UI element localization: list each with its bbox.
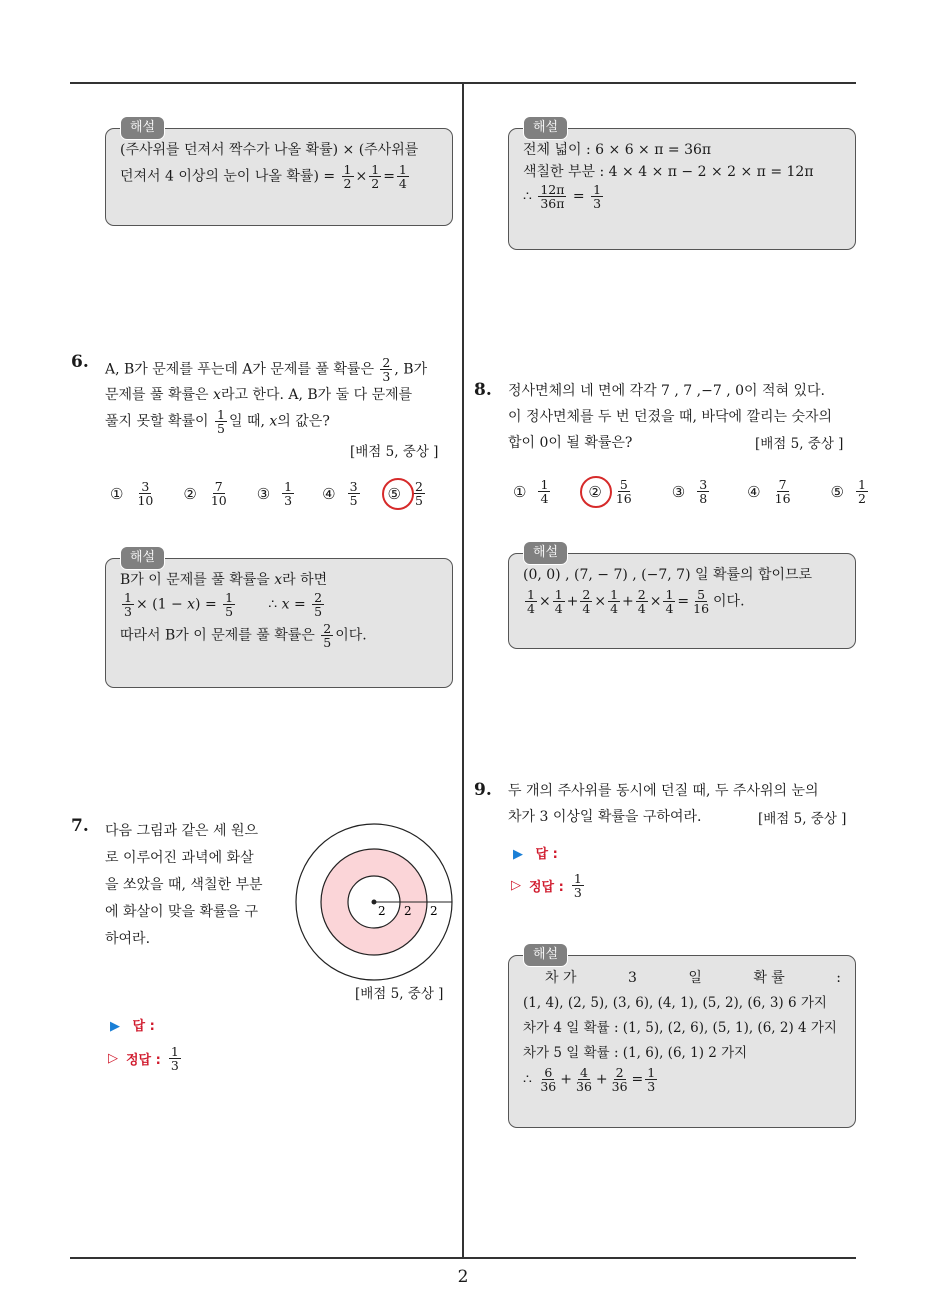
explanation-tag: 해설 [120, 546, 165, 570]
bottom-rule [70, 1257, 856, 1259]
q9-explanation-box [508, 947, 856, 1128]
correct-label: 정답 : [529, 880, 564, 895]
q8-text: 정사면체의 네 면에 각각 7 , 7 ,−7 , 0이 적혀 있다. 이 정사면체를 두 번 던졌을 때, 바닥에 깔리는 숫자의 합이 0이 될 확률은? [508, 383, 833, 451]
prev-explanation-box [105, 120, 453, 226]
q8-choice-1[interactable]: ① $\frac{1}{4}$ [513, 477, 549, 506]
q8-number: 8. [474, 380, 492, 400]
selected-answer-mark [580, 476, 612, 508]
explanation-tag: 해설 [523, 541, 568, 565]
q7-expl-line3: ∴ $\frac{12\pi}{36\pi}$ = $\frac{1}{3}$ [523, 182, 602, 211]
q9-correct-row: ▷ 정답 : $\frac{1}{3}$ [511, 871, 582, 900]
radius-label-1: 2 [378, 904, 386, 918]
q7-explanation-box [508, 120, 856, 250]
q8-choice-2[interactable]: ② $\frac{5}{16}$ [588, 478, 635, 505]
q8-choice-4[interactable]: ④ $\frac{7}{16}$ [747, 477, 791, 506]
q9-number: 9. [474, 780, 492, 800]
q7-text: 다음 그림과 같은 세 원으 로 이루어진 과녁에 화살 을 쏘았을 때, 색칠한 부분 에 화살이 맞을 확률을 구 하여라. [105, 823, 263, 947]
q6-choice-1[interactable]: ① $\frac{3}{10}$ [110, 479, 154, 508]
explanation-tag: 해설 [523, 116, 568, 140]
q7-expl-line2: 색칠한 부분 : 4 × 4 × π − 2 × 2 × π = 12π [523, 164, 814, 180]
correct-arrow-icon: ▷ [108, 1051, 118, 1066]
prev-expl-line2: 던져서 4 이상의 눈이 나올 확률) = $\frac{1}{2}$ × $\frac{1}{2}$ = $\frac{1}{4}$ [120, 162, 407, 191]
q7-answer-row [110, 1015, 155, 1034]
radius-label-2: 2 [404, 904, 412, 918]
q6-choice-4[interactable]: ④ $\frac{3}{5}$ [322, 479, 358, 508]
q7-number: 7. [71, 816, 89, 836]
q6-text: A, B가 문제를 푸는데 A가 문제를 풀 확률은 $\frac{2}{3}$ , B가 문제를 풀 확률은 x라고 한다. A, B가 둘 다 문제를 풀지 못할 확률이 $\frac{1}{5}$ 일 때, x의 값은? [105, 355, 428, 436]
radius-label-3: 2 [430, 904, 438, 918]
page-number: 2 [457, 1267, 469, 1287]
q9-expl-line1: 차 가 3 일 확 률 : [545, 970, 841, 986]
prev-expl-line1: (주사위를 던져서 짝수가 나올 확률) × (주사위를 [120, 142, 419, 158]
q8-choice-3[interactable]: ③ $\frac{3}{8}$ [671, 477, 708, 506]
q6-score: [배점 5, 중상 ] [350, 444, 439, 460]
q8-expl-line1: (0, 0) , (7, − 7) , (−7, 7) 일 확률의 합이므로 [523, 567, 813, 583]
q6-choice-3[interactable]: ③ $\frac{1}{3}$ [256, 479, 293, 508]
correct-arrow-icon: ▷ [511, 878, 521, 893]
q6-expl-line1: B가 이 문제를 풀 확률을 x라 하면 [120, 572, 328, 588]
q6-expl-line3: 따라서 B가 이 문제를 풀 확률은 $\frac{2}{5}$ 이다. [120, 621, 367, 650]
q6-explanation-box [105, 550, 453, 688]
q7-expl-line1: 전체 넓이 : 6 × 6 × π = 36π [523, 142, 712, 158]
q9-text: 두 개의 주사위를 동시에 던질 때, 두 주사위의 눈의 차가 3 이상일 확률을 구하여라. [508, 783, 819, 825]
q8-explanation-box [508, 545, 856, 649]
column-divider [462, 82, 464, 1258]
correct-label: 정답 : [126, 1053, 161, 1068]
q9-answer-row [513, 843, 558, 862]
q9-expl-line4: 차가 5 일 확률 : (1, 6), (6, 1) 2 가지 [523, 1045, 748, 1061]
answer-arrow-icon: ▶ [513, 847, 523, 862]
q7-correct-row: ▷ 정답 : $\frac{1}{3}$ [108, 1044, 179, 1073]
answer-arrow-icon: ▶ [110, 1019, 120, 1034]
q9-expl-line5: ∴ $\frac{6}{36}$ + $\frac{4}{36}$ + $\frac{2}{36}$ = $\frac{1}{3}$ [523, 1065, 656, 1094]
q9-expl-line2: (1, 4), (2, 5), (3, 6), (4, 1), (5, 2), (6, 3) 6 가지 [523, 995, 827, 1011]
explanation-tag: 해설 [120, 116, 165, 140]
target-figure [292, 820, 456, 984]
explanation-tag: 해설 [523, 943, 568, 967]
q6-expl-line2: $\frac{1}{3}$ × (1 − x) = $\frac{1}{5}$ ∴ x = $\frac{2}{5}$ [124, 590, 323, 619]
q6-choice-2[interactable]: ② $\frac{7}{10}$ [183, 479, 227, 508]
q9-expl-line3: 차가 4 일 확률 : (1, 5), (2, 6), (5, 1), (6, 2) 4 가지 [523, 1020, 837, 1036]
q7-score: [배점 5, 중상 ] [355, 986, 444, 1002]
q6-number: 6. [71, 352, 89, 372]
q8-score: [배점 5, 중상 ] [755, 436, 844, 452]
q6-choices [110, 480, 453, 507]
answer-label: 답 : [535, 847, 558, 862]
q8-choice-5[interactable]: ⑤ $\frac{1}{2}$ [830, 477, 866, 506]
q6-choice-5[interactable]: ⑤ $\frac{2}{5}$ [388, 480, 427, 507]
q8-expl-line2: $\frac{1}{4}$ × $\frac{1}{4}$ + $\frac{2}{4}$ × $\frac{1}{4}$ + $\frac{2}{4}$ × $\frac{1}{4}$ = $\frac{5}{16}$ 이다. [527, 587, 745, 616]
q9-score: [배점 5, 중상 ] [758, 811, 847, 827]
q8-choices [513, 478, 896, 505]
answer-label: 답 : [132, 1019, 155, 1034]
selected-answer-mark [382, 478, 414, 510]
